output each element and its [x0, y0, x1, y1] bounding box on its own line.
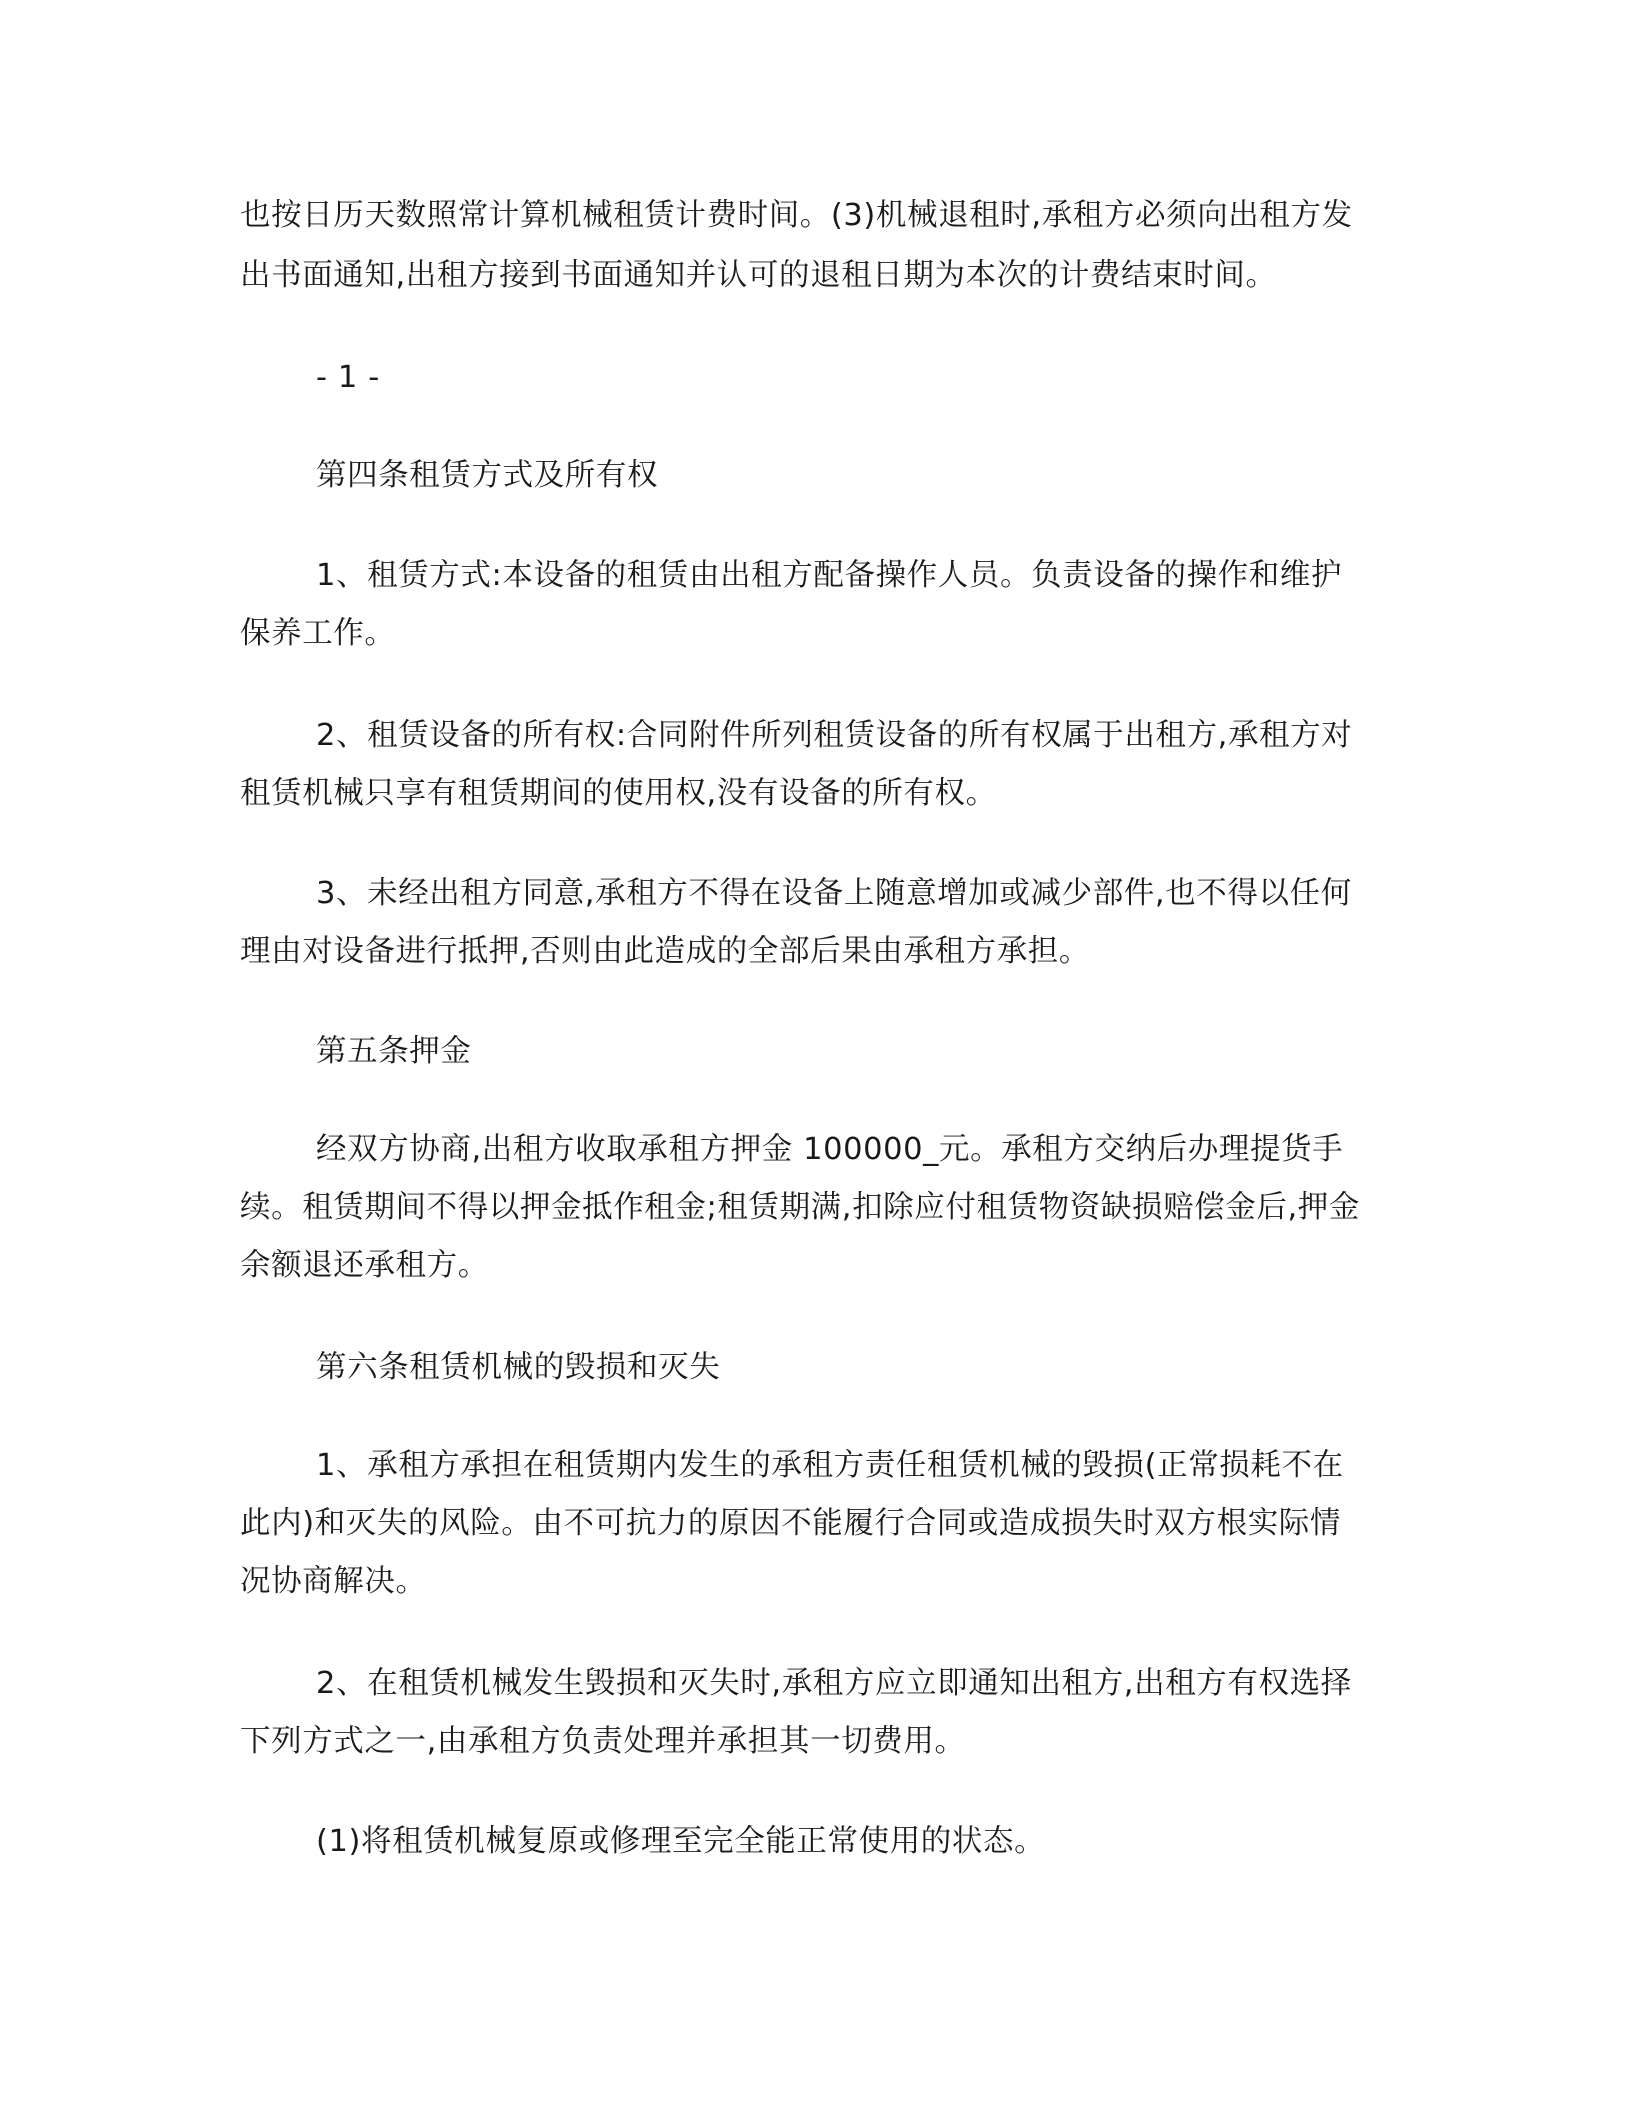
text-line: (1)将租赁机械复原或修理至完全能正常使用的状态。 [316, 1824, 1046, 1859]
text-line: 2、租赁设备的所有权:合同附件所列租赁设备的所有权属于出租方,承租方对 [316, 718, 1353, 753]
text-line: 出书面通知,出租方接到书面通知并认可的退租日期为本次的计费结束时间。 [240, 258, 1277, 293]
text-line: 3、未经出租方同意,承租方不得在设备上随意增加或减少部件,也不得以任何 [316, 876, 1352, 911]
text-line: 租赁机械只享有租赁期间的使用权,没有设备的所有权。 [240, 776, 997, 811]
page-number: - 1 - [316, 360, 380, 395]
text-line: 1、承租方承担在租赁期内发生的承租方责任租赁机械的毁损(正常损耗不在 [316, 1448, 1344, 1483]
section-heading: 第四条租赁方式及所有权 [316, 458, 659, 493]
text-line: 下列方式之一,由承租方负责处理并承担其一切费用。 [240, 1724, 966, 1759]
text-line: 经双方协商,出租方收取承租方押金 100000_元。承租方交纳后办理提货手 [316, 1132, 1344, 1167]
text-line: 况协商解决。 [240, 1564, 427, 1599]
section-heading: 第五条押金 [316, 1034, 472, 1069]
text-line: 也按日历天数照常计算机械租赁计费时间。(3)机械退租时,承租方必须向出租方发 [240, 198, 1353, 233]
text-line: 此内)和灭失的风险。由不可抗力的原因不能履行合同或造成损失时双方根实际情 [240, 1506, 1341, 1541]
text-line: 1、租赁方式:本设备的租赁由出租方配备操作人员。负责设备的操作和维护 [316, 558, 1343, 593]
section-heading: 第六条租赁机械的毁损和灭失 [316, 1350, 721, 1385]
text-line: 2、在租赁机械发生毁损和灭失时,承租方应立即通知出租方,出租方有权选择 [316, 1666, 1352, 1701]
text-line: 余额退还承租方。 [240, 1248, 489, 1283]
text-line: 续。租赁期间不得以押金抵作租金;租赁期满,扣除应付租赁物资缺损赔偿金后,押金 [240, 1190, 1360, 1225]
text-line: 理由对设备进行抵押,否则由此造成的全部后果由承租方承担。 [240, 934, 1090, 969]
text-line: 保养工作。 [240, 616, 396, 651]
